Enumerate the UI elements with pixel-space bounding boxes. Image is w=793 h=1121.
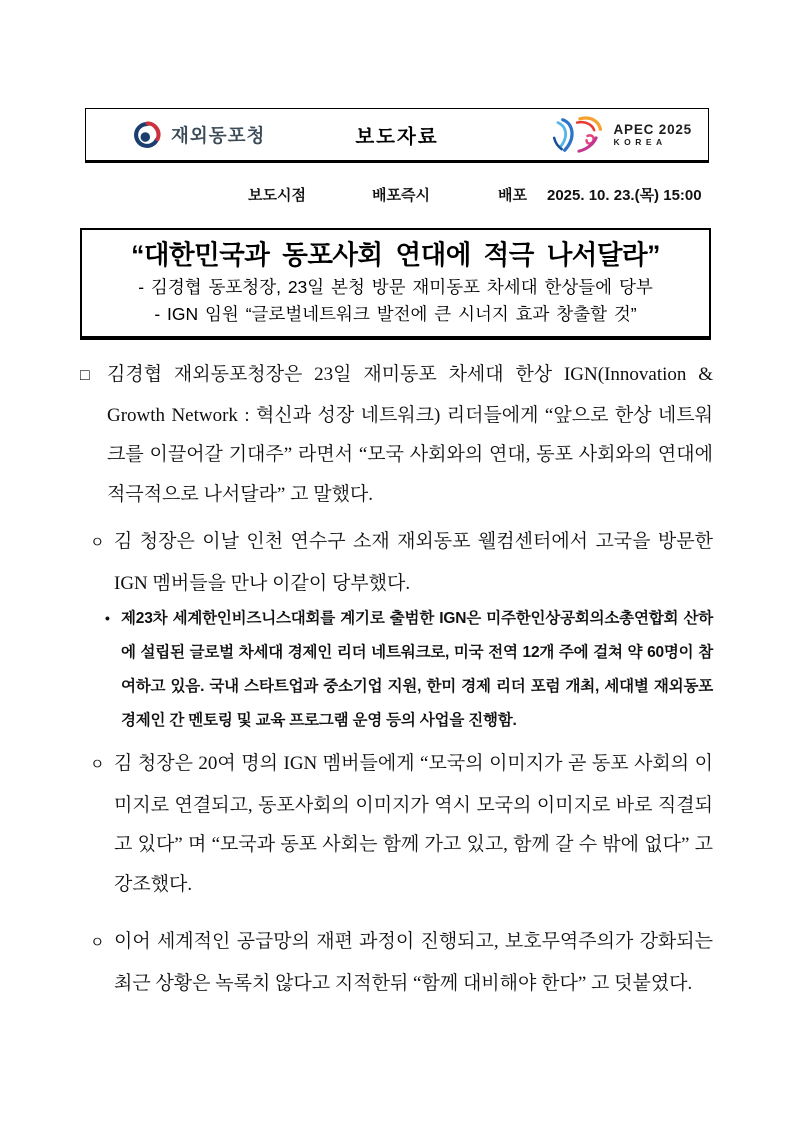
apec-logo-group (550, 109, 693, 160)
paragraph-text: 제23차 세계한인비즈니스대회를 계기로 출범한 IGN은 미주한인상공회의소총연합회 산하에 설립된 글로벌 차세대 경제인 리더 네트워크로, 미국 전역 12개 주에 걸쳐 약 60명이 참여하고 있음. 국내 스타트업과 중소기업 지원, 한미 경제 리더 포럼 개최, 세대별 재외동포 경제인 간 멘토링 및 교육 프로그램 운영 등의 사업을 진행함. (121, 610, 713, 729)
paragraph-bullet: • (105, 610, 110, 626)
paragraph-text: 김 청장은 이날 인천 연수구 소재 재외동포 웰컴센터에서 고국을 방문한 IGN 멤버들을 만나 이같이 당부했다. (114, 531, 713, 594)
apec-logo-subtitle: KOREA (613, 136, 667, 147)
paragraph-bullet: ㅇ (90, 935, 105, 951)
paragraph-text: 김경협 재외동포청장은 23일 재미동포 차세대 한상 IGN(Innovation & Growth Network : 혁신과 성장 네트워크) 리더들에게 “앞으로 한상 네트워크를 이끌어갈 기대주” 라면서 “모국 사회와의 연대, 동포 사회와의 연대에 적극적으로 나서달라” 고 말했다. (107, 364, 713, 505)
body-paragraph (90, 744, 713, 904)
header-box (85, 108, 709, 163)
apec-logo-text (614, 122, 693, 148)
headline-subtitle-2: - IGN 임원 “글로벌네트워크 발전에 큰 시너지 효과 창출할 것” (154, 303, 637, 324)
headline-subtitle-1: - 김경협 동포청장, 23일 본청 방문 재미동포 차세대 한상들에 당부 (138, 277, 653, 297)
paragraph-bullet: ㅇ (90, 757, 105, 773)
release-info-line (0, 184, 793, 206)
distribution-label: 배포 (498, 187, 527, 204)
agency-name: 재외동포청 (171, 124, 266, 146)
body-paragraph (80, 355, 713, 514)
paragraph-bullet: □ (80, 367, 90, 384)
apec-logo-title: APEC 2025 (613, 121, 692, 137)
doc-type-title: 보도자료 (355, 125, 439, 148)
paragraph-bullet: ㅇ (90, 535, 105, 551)
apec-2025-logo-icon (550, 115, 606, 155)
body-paragraph (90, 922, 713, 1003)
headline-box (80, 228, 711, 340)
body-column (80, 331, 713, 1003)
body-paragraph (90, 522, 713, 603)
release-time-label: 보도시점 (248, 187, 306, 204)
headline-title: “대한민국과 동포사회 연대에 적극 나서달라” (131, 240, 660, 270)
note-paragraph (105, 601, 713, 738)
paragraph-text: 이어 세계적인 공급망의 재편 과정이 진행되고, 보호무역주의가 강화되는 최근 상황은 녹록치 않다고 지적한뒤 “함께 대비해야 한다” 고 덧붙였다. (114, 931, 713, 994)
paragraph-text: 김 청장은 20여 명의 IGN 멤버들에게 “모국의 이미지가 곧 동포 사회의 이미지로 연결되고, 동포사회의 이미지가 역시 모국의 이미지로 바로 직결되고 있다” 며 “모국과 동포 사회는 함께 가고 있고, 함께 갈 수 밖에 없다” 고 강조했다. (114, 753, 713, 895)
distribution-datetime: 2025. 10. 23.(목) 15:00 (547, 187, 702, 204)
release-time-value: 배포즉시 (372, 187, 430, 204)
